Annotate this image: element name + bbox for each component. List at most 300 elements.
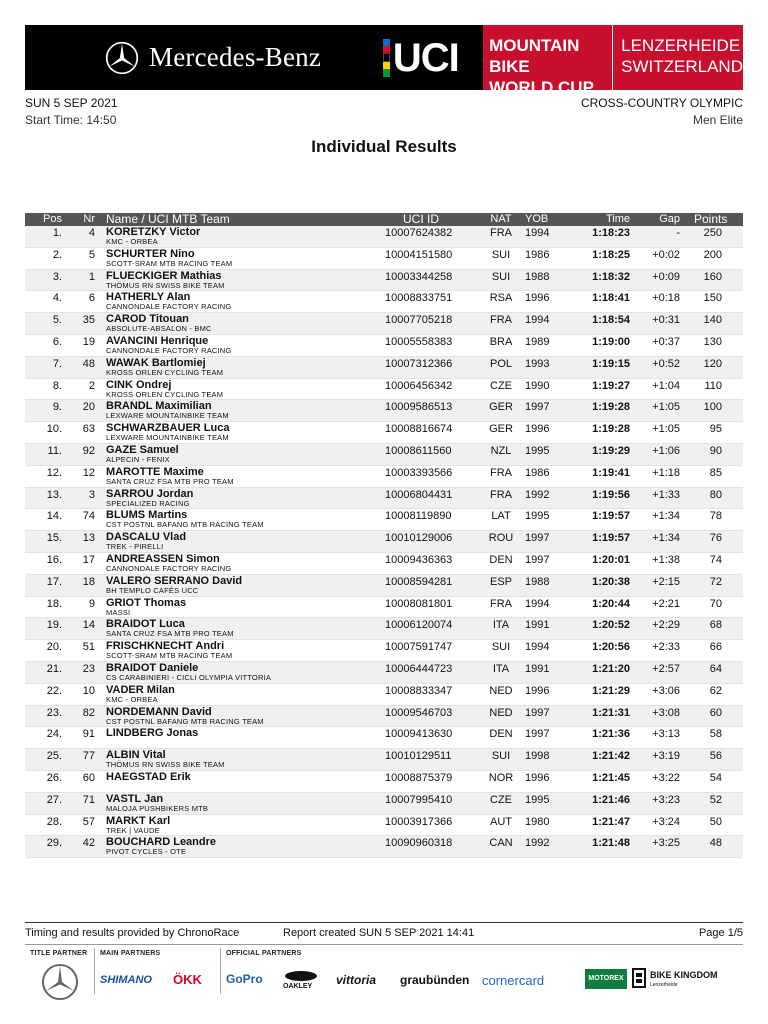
header-nr: Nr	[83, 213, 95, 225]
cell-uci-id: 10006804431	[385, 488, 453, 501]
cell-gap: +3:06	[652, 684, 680, 697]
cell-gap: +0:37	[652, 335, 680, 348]
cell-pos: 18.	[46, 597, 62, 610]
cell-points: 78	[709, 510, 722, 523]
team-name: MALOJA PUSHBIKERS MTB	[106, 803, 209, 813]
cell-uci-id: 10008119890	[385, 510, 452, 523]
table-row	[25, 836, 743, 858]
cell-nr: 5	[88, 248, 95, 261]
header-time: Time	[605, 213, 630, 225]
bike-kingdom-icon	[632, 968, 646, 988]
graubunden-logo: graubünden	[400, 973, 470, 987]
team-name: CST POSTNL BAFANG MTB RACING TEAM	[106, 716, 264, 726]
cell-uci-id: 10009586513	[385, 401, 453, 414]
cell-nat: SUI	[491, 270, 511, 283]
cell-points: 85	[709, 466, 722, 479]
table-row	[25, 749, 743, 771]
rider-name: WAWAK Bartlomiej	[106, 356, 206, 369]
cell-nat: ROU	[488, 532, 514, 545]
rider-name: SCHURTER Nino	[106, 247, 195, 260]
cell-nat: FRA	[490, 488, 512, 501]
cell-pos: 12.	[46, 466, 62, 479]
team-name: LEXWARE MOUNTAINBIKE TEAM	[106, 433, 229, 443]
team-name: ABSOLUTE-ABSALON - BMC	[106, 324, 212, 334]
cell-nat: NED	[489, 706, 513, 719]
cell-yob: 1997	[525, 401, 550, 414]
rider-name: BRANDL Maximilian	[106, 400, 212, 413]
table-row	[25, 466, 743, 488]
table-row	[25, 291, 743, 313]
cell-nat: DEN	[489, 728, 513, 741]
cell-yob: 1995	[525, 510, 550, 523]
cell-uci-id: 10008875379	[385, 771, 453, 784]
cell-nr: 13	[82, 532, 95, 545]
cell-points: 52	[709, 793, 722, 806]
cell-nat: SUI	[491, 641, 511, 654]
table-row	[25, 422, 743, 444]
race-date: SUN 5 SEP 2021	[25, 96, 118, 110]
page-number: Page 1/5	[698, 927, 743, 939]
table-row	[25, 379, 743, 401]
cell-pos: 13.	[46, 488, 62, 501]
table-row	[25, 400, 743, 422]
cell-nat: GER	[489, 401, 513, 414]
cell-time: 1:20:52	[592, 619, 630, 632]
team-name: SPECIALIZED RACING	[106, 498, 190, 508]
cell-uci-id: 10007591747	[385, 641, 453, 654]
team-name: CST POSTNL BAFANG MTB RACING TEAM	[106, 520, 264, 530]
results-table-body	[25, 226, 743, 858]
cell-yob: 1994	[525, 597, 550, 610]
cell-time: 1:21:29	[592, 684, 630, 697]
cell-points: 130	[703, 335, 722, 348]
cell-gap: +2:21	[652, 597, 680, 610]
cell-uci-id: 10010129511	[385, 750, 452, 763]
cell-nr: 14	[82, 619, 95, 632]
rider-name: BOUCHARD Leandre	[106, 836, 217, 849]
rider-name: FLUECKIGER Mathias	[106, 269, 222, 282]
rider-name: CAROD Titouan	[106, 313, 189, 326]
cell-nr: 19	[82, 335, 95, 348]
cell-nr: 48	[82, 357, 95, 370]
cell-yob: 1994	[525, 227, 550, 239]
team-name: TREK - PIRELLI	[106, 542, 164, 552]
table-row	[25, 313, 743, 335]
cell-uci-id: 10007995410	[385, 793, 453, 806]
cell-uci-id: 10008081801	[385, 597, 453, 610]
cell-points: 62	[709, 684, 722, 697]
cell-nr: 12	[82, 466, 95, 479]
cell-pos: 3.	[52, 270, 62, 283]
cell-points: 58	[709, 728, 722, 741]
cell-yob: 1995	[525, 793, 550, 806]
cell-nat: SUI	[491, 750, 511, 763]
cell-uci-id: 10007705218	[385, 314, 453, 327]
cell-time: 1:19:28	[592, 401, 630, 414]
cell-yob: 1994	[525, 641, 550, 654]
table-row	[25, 640, 743, 662]
table-row	[25, 226, 743, 248]
team-name: SANTA CRUZ FSA MTB PRO TEAM	[106, 476, 234, 486]
table-row	[25, 727, 743, 749]
cell-pos: 20.	[46, 641, 62, 654]
cell-time: 1:19:15	[592, 357, 630, 370]
cell-nr: 60	[82, 771, 95, 784]
cell-points: 160	[703, 270, 722, 283]
uci-stripes-icon	[383, 39, 390, 77]
cell-yob: 1991	[525, 662, 550, 675]
cell-points: 64	[709, 662, 722, 675]
cell-time: 1:21:48	[592, 837, 630, 850]
cell-nr: 23	[82, 662, 95, 675]
cell-pos: 15.	[46, 532, 62, 545]
cell-pos: 6.	[52, 335, 62, 348]
cell-nat: SUI	[491, 248, 511, 261]
cell-nat: NED	[489, 684, 513, 697]
cell-gap: +3:08	[652, 706, 680, 719]
cell-gap: +3:22	[652, 771, 680, 784]
cell-time: 1:19:57	[592, 532, 630, 545]
cell-gap: +1:06	[652, 444, 680, 457]
cell-nr: 42	[82, 837, 95, 850]
cell-time: 1:18:32	[592, 270, 630, 283]
cell-uci-id: 10006120074	[385, 619, 453, 632]
main-partners-label: MAIN PARTNERS	[100, 950, 161, 957]
bike-kingdom-logo: BIKE KINGDOM	[650, 970, 718, 980]
rider-name: AVANCINI Henrique	[106, 334, 209, 347]
table-row	[25, 357, 743, 379]
cell-points: 66	[709, 641, 722, 654]
cell-points: 76	[709, 532, 722, 545]
table-row	[25, 706, 743, 728]
cell-time: 1:20:44	[592, 597, 630, 610]
cell-nat: LAT	[491, 510, 511, 523]
cell-nat: POL	[489, 357, 512, 370]
header-banner	[25, 25, 743, 97]
cell-nat: ESP	[489, 575, 512, 588]
cell-nr: 2	[88, 379, 95, 392]
cell-uci-id: 10004151580	[385, 248, 453, 261]
cell-pos: 24.	[46, 728, 62, 741]
table-row	[25, 335, 743, 357]
cell-uci-id: 10006456342	[385, 379, 453, 392]
cell-gap: +3:13	[652, 728, 680, 741]
cell-gap: +1:05	[652, 401, 680, 414]
rider-name: GRIOT Thomas	[106, 596, 187, 609]
cell-gap: +2:29	[652, 619, 680, 632]
cell-pos: 17.	[46, 575, 62, 588]
table-row	[25, 575, 743, 597]
team-name: KROSS ORLEN CYCLING TEAM	[106, 389, 224, 399]
cell-pos: 28.	[46, 815, 62, 828]
table-row	[25, 553, 743, 575]
cell-yob: 1997	[525, 706, 550, 719]
header-name: Name / UCI MTB Team	[106, 212, 230, 226]
mercedes-wordmark: Mercedes-Benz	[149, 42, 322, 72]
team-name: CANNONDALE FACTORY RACING	[106, 345, 232, 355]
cell-uci-id: 10008816674	[385, 423, 453, 436]
cell-nat: FRA	[490, 597, 512, 610]
shimano-logo: SHIMANO	[100, 974, 152, 986]
footer-separator	[25, 944, 743, 945]
cell-uci-id: 10009413630	[385, 728, 453, 741]
uci-wordmark: UCI	[392, 35, 459, 80]
cell-gap: +1:34	[652, 532, 680, 545]
team-name: BH TEMPLO CAFÉS UCC	[106, 585, 199, 595]
gopro-logo: GoPro	[226, 972, 263, 986]
cell-yob: 1992	[525, 837, 550, 850]
partner-divider	[94, 948, 95, 994]
table-row	[25, 662, 743, 684]
cell-points: 110	[704, 379, 722, 392]
team-name: SANTA CRUZ FSA MTB PRO TEAM	[106, 629, 234, 639]
rider-name: MARKT Karl	[106, 814, 171, 827]
cell-nat: BRA	[489, 335, 513, 348]
cell-pos: 2.	[52, 248, 62, 261]
table-row	[25, 488, 743, 510]
rider-name: KORETZKY Victor	[106, 226, 201, 238]
cell-nr: 20	[82, 401, 95, 414]
cell-nr: 92	[82, 444, 95, 457]
official-partners-label: OFFICIAL PARTNERS	[226, 950, 302, 957]
cell-nr: 4	[88, 227, 95, 239]
rider-name: VASTL Jan	[106, 792, 164, 805]
category: Men Elite	[692, 113, 743, 127]
table-row	[25, 771, 743, 793]
cell-nr: 18	[82, 575, 95, 588]
cell-yob: 1996	[525, 771, 550, 784]
cell-pos: 5.	[52, 314, 62, 327]
cell-gap: +3:23	[652, 793, 680, 806]
cell-points: 95	[709, 423, 722, 436]
cell-uci-id: 10007624382	[385, 227, 453, 239]
report-created: Report created SUN 5 SEP 2021 14:41	[283, 927, 475, 939]
cell-nr: 6	[88, 292, 95, 305]
team-name: CANNONDALE FACTORY RACING	[106, 302, 232, 312]
cell-gap: +2:57	[652, 662, 680, 675]
cell-time: 1:20:01	[592, 553, 630, 566]
cell-points: 200	[703, 248, 722, 261]
cell-nat: CAN	[489, 837, 513, 850]
footer-divider	[25, 922, 743, 923]
table-row	[25, 815, 743, 837]
cell-gap: +0:52	[652, 357, 680, 370]
cell-pos: 7.	[52, 357, 62, 370]
cell-nat: NZL	[490, 444, 512, 457]
cell-uci-id: 10007312366	[385, 357, 453, 370]
cell-pos: 29.	[46, 837, 62, 850]
page-title: Individual Results	[311, 137, 457, 156]
cell-yob: 1995	[525, 444, 550, 457]
rider-name: DASCALU Vlad	[106, 531, 187, 544]
header-yob: YOB	[525, 213, 549, 225]
cell-points: 140	[703, 314, 722, 327]
cornercard-logo: cornercard	[482, 973, 545, 988]
cell-gap: +1:34	[652, 510, 680, 523]
rider-name: FRISCHKNECHT Andri	[106, 640, 225, 653]
cell-pos: 21.	[46, 662, 62, 675]
cell-points: 50	[709, 815, 722, 828]
series-line1: MOUNTAIN BIKE	[489, 36, 580, 76]
cell-time: 1:19:56	[592, 488, 630, 501]
okk-logo: ÖKK	[173, 972, 202, 987]
vittoria-logo: vittoria	[336, 973, 377, 987]
cell-gap: +0:09	[652, 270, 680, 283]
cell-uci-id: 10003917366	[385, 815, 453, 828]
cell-time: 1:19:28	[592, 423, 630, 436]
cell-yob: 1986	[525, 466, 550, 479]
cell-gap: +3:24	[652, 815, 680, 828]
team-name: ALPECIN - FENIX	[106, 454, 170, 464]
cell-nr: 9	[88, 597, 95, 610]
table-row	[25, 618, 743, 640]
mercedes-star-icon	[40, 962, 80, 1002]
cell-nr: 1	[88, 270, 95, 283]
cell-yob: 1988	[525, 575, 550, 588]
team-name: SCOTT-SRAM MTB RACING TEAM	[106, 258, 233, 268]
cell-nat: NOR	[488, 771, 514, 784]
cell-gap: +1:33	[652, 488, 680, 501]
venue-line1: LENZERHEIDE	[621, 36, 741, 55]
cell-uci-id: 10008833751	[385, 292, 453, 305]
header-pos: Pos	[43, 213, 62, 225]
timing-credit: Timing and results provided by ChronoRace	[25, 927, 240, 939]
cell-time: 1:19:57	[592, 510, 630, 523]
rider-name: ALBIN Vital	[106, 749, 166, 762]
cell-pos: 23.	[46, 706, 62, 719]
cell-nat: RSA	[489, 292, 513, 305]
table-row	[25, 509, 743, 531]
oakley-logo: OAKLEY	[283, 983, 313, 990]
rider-name: VADER Milan	[106, 683, 175, 696]
cell-pos: 14.	[46, 510, 62, 523]
cell-gap: +1:04	[652, 379, 680, 392]
cell-pos: 9.	[52, 401, 62, 414]
cell-points: 80	[709, 488, 722, 501]
venue-title	[612, 25, 743, 90]
cell-nr: 91	[82, 728, 95, 741]
table-row	[25, 531, 743, 553]
table-row	[25, 248, 743, 270]
cell-points: 54	[709, 771, 722, 784]
team-name: KROSS ORLEN CYCLING TEAM	[106, 367, 224, 377]
cell-nr: 74	[82, 510, 95, 523]
cell-yob: 1980	[525, 815, 550, 828]
cell-time: 1:20:38	[592, 575, 630, 588]
cell-time: 1:21:47	[592, 815, 630, 828]
venue-line2: SWITZERLAND	[621, 57, 743, 76]
cell-points: 48	[709, 837, 722, 850]
cell-yob: 1993	[525, 357, 550, 370]
cell-uci-id: 10003393566	[385, 466, 453, 479]
header-gap: Gap	[659, 213, 680, 225]
cell-gap: +3:25	[652, 837, 680, 850]
team-name: SCOTT-SRAM MTB RACING TEAM	[106, 651, 233, 661]
cell-time: 1:18:25	[592, 248, 630, 261]
cell-points: 70	[709, 597, 722, 610]
cell-time: 1:19:41	[592, 466, 630, 479]
cell-uci-id: 10008833347	[385, 684, 453, 697]
rider-name: BLUMS Martins	[106, 509, 188, 522]
rider-name: HATHERLY Alan	[106, 291, 191, 304]
cell-time: 1:19:29	[592, 444, 630, 457]
cell-time: 1:18:23	[592, 227, 630, 239]
cell-uci-id: 10006444723	[385, 662, 453, 675]
team-name: CANNONDALE FACTORY RACING	[106, 563, 232, 573]
cell-gap: +3:19	[652, 750, 680, 763]
team-name: CS CARABINIERI - CICLI OLYMPIA VITTORIA	[106, 672, 272, 682]
rider-name: GAZE Samuel	[106, 443, 179, 456]
cell-yob: 1990	[525, 379, 550, 392]
cell-gap: +1:05	[652, 423, 680, 436]
rider-name: MAROTTE Maxime	[106, 465, 204, 478]
cell-uci-id: 10009436363	[385, 553, 453, 566]
cell-pos: 26.	[46, 771, 62, 784]
rider-name: SARROU Jordan	[106, 487, 194, 500]
table-row	[25, 684, 743, 706]
team-name: KMC - ORBEA	[106, 694, 158, 704]
cell-nat: CZE	[490, 793, 512, 806]
cell-gap: +0:02	[652, 248, 680, 261]
cell-uci-id: 10010129006	[385, 532, 453, 545]
cell-nr: 10	[82, 684, 95, 697]
header-uci-id: UCI ID	[403, 212, 439, 226]
cell-pos: 11.	[47, 444, 62, 457]
table-row	[25, 793, 743, 815]
cell-time: 1:20:56	[592, 641, 630, 654]
team-name: TREK | VAUDE	[106, 825, 160, 835]
cell-nr: 71	[82, 793, 95, 806]
cell-yob: 1989	[525, 335, 550, 348]
cell-pos: 8.	[52, 379, 62, 392]
cell-nr: 35	[82, 314, 95, 327]
results-table-header	[25, 213, 743, 226]
cell-pos: 10.	[46, 423, 62, 436]
cell-uci-id: 10005558383	[385, 335, 453, 348]
series-line2: WORLD CUP	[489, 78, 594, 97]
cell-pos: 1.	[52, 227, 62, 239]
rider-name: ANDREASSEN Simon	[106, 552, 220, 565]
discipline: CROSS-COUNTRY OLYMPIC	[580, 96, 743, 110]
mercedes-logo-block	[25, 25, 379, 90]
cell-yob: 1997	[525, 553, 550, 566]
team-name: KMC - ORBEA	[106, 237, 158, 246]
cell-gap: +0:31	[652, 314, 680, 327]
cell-uci-id: 10003344258	[385, 270, 453, 283]
cell-nat: AUT	[490, 815, 512, 828]
cell-nr: 63	[82, 423, 95, 436]
cell-gap: -	[676, 227, 680, 239]
cell-points: 56	[709, 750, 722, 763]
rider-name: HAEGSTAD Erik	[106, 770, 191, 783]
bike-kingdom-sub: Lenzerheide	[650, 982, 678, 988]
oakley-ellipse-icon	[283, 970, 319, 982]
series-title	[483, 25, 612, 97]
cell-nat: FRA	[490, 466, 512, 479]
rider-name: CINK Ondrej	[106, 378, 172, 391]
cell-nr: 57	[82, 815, 95, 828]
cell-points: 60	[709, 706, 722, 719]
start-time: Start Time: 14:50	[25, 113, 117, 127]
cell-pos: 22.	[46, 684, 62, 697]
cell-pos: 19.	[46, 619, 62, 632]
cell-time: 1:21:20	[592, 662, 630, 675]
cell-yob: 1986	[525, 248, 550, 261]
cell-pos: 16.	[46, 553, 62, 566]
team-name: LEXWARE MOUNTAINBIKE TEAM	[106, 411, 229, 421]
rider-name: BRAIDOT Luca	[106, 618, 185, 631]
rider-name: VALERO SERRANO David	[106, 574, 243, 587]
